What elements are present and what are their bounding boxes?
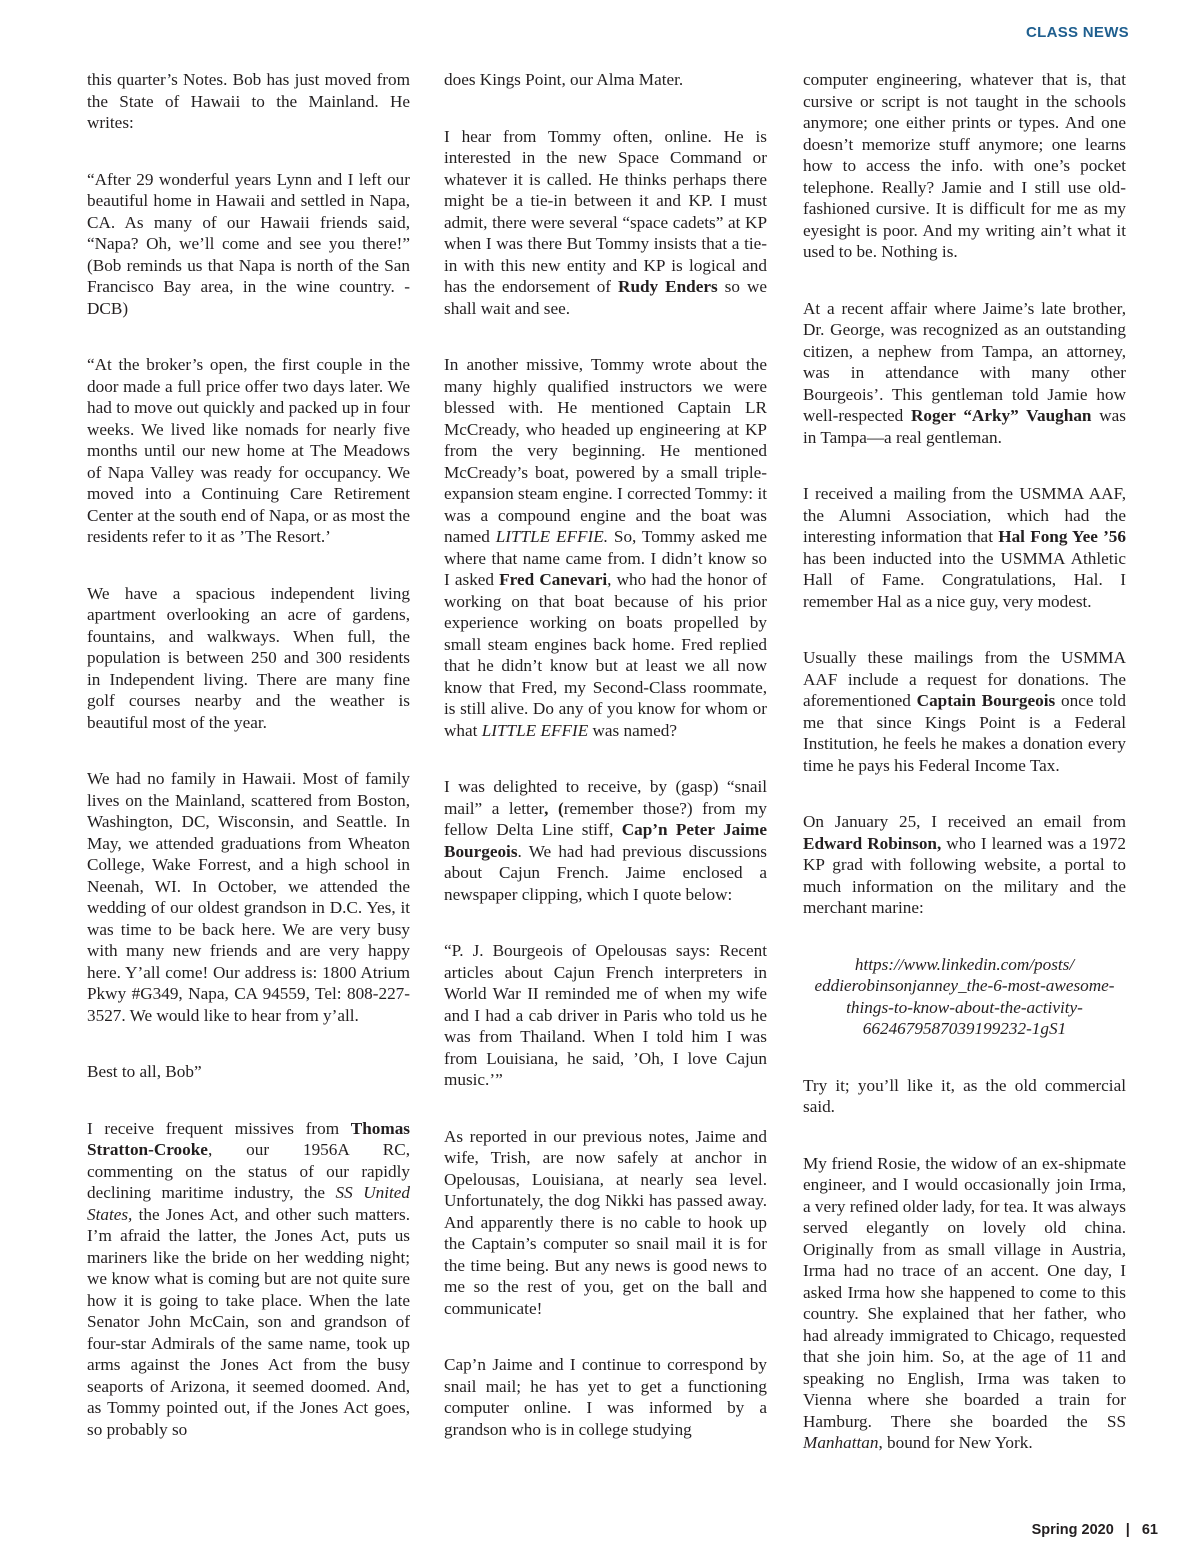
- page-number: 61: [1141, 1522, 1158, 1538]
- footer-separator: |: [1125, 1522, 1130, 1538]
- text-run: computer engineering, whatever that is, that cursive or script is not taught in the schools anymore; one either prints or types. And one doesn’t memorize stuff anymore; one learns how to access the info. with one’s pocket telephone. Really? Jamie and I still use old-fashioned cursive. It is difficult for me as my eyesight is poor. And my writing ain’t what it used to be. Nothing is.: [803, 70, 1126, 261]
- paragraph: [87, 69, 410, 134]
- italic-text: SS United States,: [87, 1183, 410, 1224]
- paragraph: [87, 583, 410, 734]
- bold-name: Fred Canevari: [499, 570, 608, 589]
- paragraph: [444, 354, 767, 741]
- text-run: who I learned was a 1972 KP grad with following website, a portal to much information on the military and the merchant marine:: [803, 833, 1126, 917]
- text-run: once told me that since Kings Point is a Federal Institution, he feels he makes a donation every time he pays his Federal Income Tax.: [803, 691, 1126, 775]
- text-run: was named?: [588, 720, 677, 740]
- bold-name: Roger “Arky” Vaughan: [911, 406, 1092, 425]
- paragraph: [803, 1153, 1126, 1454]
- text-run: So, Tommy asked me where that name came from. I didn’t know so I asked: [444, 527, 767, 589]
- text-run: was in Tampa—a real gentleman.: [803, 406, 1126, 447]
- text-run: I received a mailing from the USMMA AAF, the Alumni Association, which had the interesting information that: [803, 484, 1126, 546]
- bold-name: Hal Fong Yee ’56: [998, 527, 1126, 546]
- text-run: this quarter’s Notes. Bob has just moved from the State of Hawaii to the Mainland. He writes:: [87, 70, 410, 132]
- bold-name: Rudy Enders: [618, 277, 718, 296]
- text-run: I receive frequent missives from: [87, 1118, 351, 1138]
- paragraph: [444, 1354, 767, 1440]
- text-run: At a recent affair where Jaime’s late brother, Dr. George, was recognized as an outstanding citizen, a nephew from Tampa, an attorney, was in attendance with many other Bourgeois’. This gentleman told Jamie how well-respected: [803, 298, 1126, 425]
- italic-text: https://www.linkedin.com/posts/ eddierobinsonjanney_the-6-most-awesome- things-to-know-about-the-activity- 6624679587039199232-1gS1: [814, 954, 1115, 1038]
- text-run: I hear from Tommy often, online. He is interested in the new Space Command or whatever it is called. He thinks perhaps there might be a tie-in between it and KP. I must admit, there were several “space cadets” at KP when I was there But Tommy insists that a tie-in with this new entity and KP is logical and has the endorsement of: [444, 126, 767, 296]
- paragraph: [87, 768, 410, 1026]
- text-run: Usually these mailings from the USMMA AAF include a request for donations. The aforementioned: [803, 648, 1126, 710]
- paragraph: [444, 776, 767, 905]
- text-run: , bound for New York.: [878, 1433, 1033, 1452]
- bold-name: Cap’n Peter Jaime Bourgeois: [444, 820, 767, 861]
- paragraph: [444, 126, 767, 320]
- text-run: Best to all, Bob”: [87, 1062, 202, 1081]
- paragraph: [87, 354, 410, 548]
- text-run: remember those?) from my fellow Delta Line stiff,: [444, 798, 767, 839]
- paragraph: [803, 298, 1126, 449]
- paragraph: [803, 647, 1126, 776]
- text-run: In another missive, Tommy wrote about the many highly qualified instructors we were blessed with. He mentioned Captain LR McCready, who headed up engineering at KP from the very beginning. He mentioned McCready’s boat, powered by a small triple-expansion steam engine. I corrected Tommy: it was a compound engine and the boat was named: [444, 355, 767, 546]
- paragraph: [803, 69, 1126, 263]
- italic-text: LITTLE EFFIE: [481, 720, 589, 740]
- text-run: On January 25, I received an email from: [803, 812, 1126, 831]
- text-run: , who had the honor of working on that boat because of his prior experience working on boats propelled by small steam engines back home. Fred replied that he didn’t know but at least we all now know that Fred, my Second-Class roommate, is still alive. Do any of you know for whom or what: [444, 570, 768, 740]
- text-run: , our 1956A RC, commenting on the status of our rapidly declining maritime industry, the: [87, 1140, 410, 1202]
- paragraph: [87, 1118, 410, 1441]
- text-run: “At the broker’s open, the first couple in the door made a full price offer two days later. We had to move out quickly and packed up in four weeks. We lived like nomads for nearly five months until our new home at The Meadows of Napa Valley was ready for occupancy. We moved into a Continuing Care Retirement Center at the south end of Napa, or as most the residents refer to it as ’The Resort.’: [87, 355, 410, 546]
- bold-name: Captain Bourgeois: [916, 691, 1056, 710]
- bold-name: Edward Robinson,: [803, 833, 942, 853]
- website-url: [803, 954, 1126, 1040]
- issue-label: Spring 2020: [1031, 1522, 1114, 1538]
- paragraph: [803, 483, 1126, 612]
- text-run: “P. J. Bourgeois of Opelousas says: Recent articles about Cajun French interpreters in World War II reminded me of when my wife and I had a cab driver in Paris who told us he was from Thailand. When I told him I was from Louisiana, he said, ’Oh, I love Cajun music.’”: [444, 941, 767, 1089]
- text-run: As reported in our previous notes, Jaime and wife, Trish, are now safely at anchor in Opelousas, Louisiana, at nearly sea level. Unfortunately, the dog Nikki has passed away. And apparently there is no cable to hook up the Captain’s computer so snail mail it is for the time being. But any news is good news to me so the rest of you, get on the ball and communicate!: [444, 1126, 767, 1318]
- italic-text: Manhattan: [803, 1433, 879, 1452]
- bold-name: , (: [544, 798, 564, 818]
- paragraph: [803, 1075, 1126, 1118]
- article-column-2: [444, 69, 767, 1475]
- text-run: the Jones Act, and other such matters. I’m afraid the latter, the Jones Act, puts us mariners like the bride on her wedding night; we know what is coming but are not quite sure how it is going to take place. When the late Senator John McCain, son and grandson of four-star Admirals of the same name, took up arms against the Jones Act from the busy seaports of Arizona, it seemed doomed. And, as Tommy pointed out, if the Jones Act goes, so probably so: [87, 1204, 410, 1439]
- paragraph: [444, 69, 767, 91]
- text-run: Try it; you’ll like it, as the old commercial said.: [803, 1075, 1126, 1116]
- paragraph: [87, 1061, 410, 1083]
- text-run: We had no family in Hawaii. Most of family lives on the Mainland, scattered from Boston, Washington, DC, Wisconsin, and Seattle. In May, we attended graduations from Wheaton College, Wake Forrest, and a high school in Neenah, WI. In October, we attended the wedding of our oldest grandson in D.C. Yes, it was time to be back here. We are very busy with many new friends and are very happy here. Y’all come! Our address is: 1800 Atrium Pkwy #G349, Napa, CA 94559, Tel: 808-227-3527. We would like to hear from y’all.: [87, 769, 410, 1025]
- paragraph: [87, 169, 410, 320]
- article-column-3: [803, 69, 1126, 1489]
- text-run: does Kings Point, our Alma Mater.: [444, 70, 684, 89]
- article-column-1: [87, 69, 410, 1475]
- text-run: so we shall wait and see.: [444, 277, 768, 318]
- text-run: I was delighted to receive, by (gasp) “snail mail” a letter: [444, 777, 767, 818]
- paragraph: [444, 1126, 767, 1320]
- text-run: “After 29 wonderful years Lynn and I left our beautiful home in Hawaii and settled in Napa, CA. As many of our Hawaii friends said, “Napa? Oh, we’ll come and see you there!” (Bob reminds us that Napa is north of the San Francisco Bay area, in the wine country. - DCB): [87, 169, 410, 318]
- paragraph: [803, 811, 1126, 919]
- text-run: My friend Rosie, the widow of an ex-shipmate engineer, and I would occasionally join Irma, a very refined older lady, for tea. It was always served elegantly on lovely old china. Originally from as small village in Austria, Irma had no trace of an accent. One day, I asked Irma how she happened to come to this country. She explained that her father, who had already immigrated to Chicago, requested that she join him. So, at the age of 11 and speaking no English, Irma was taken to Vienna where she boarded a train for Hamburg. There she boarded the SS: [803, 1153, 1126, 1431]
- paragraph: [444, 940, 767, 1091]
- text-run: Cap’n Jaime and I continue to correspond by snail mail; he has yet to get a functioning computer online. I was informed by a grandson who is in college studying: [444, 1355, 767, 1439]
- italic-text: LITTLE EFFIE.: [495, 527, 609, 546]
- text-run: . We had had previous discussions about Cajun French. Jaime enclosed a newspaper clipping, which I quote below:: [444, 841, 767, 904]
- page-footer: [1032, 1522, 1158, 1538]
- text-run: We have a spacious independent living apartment overlooking an acre of gardens, fountains, and walkways. When full, the population is between 250 and 300 residents in Independent living. There are many fine golf courses nearby and the weather is beautiful most of the year.: [87, 583, 410, 732]
- section-label: CLASS NEWS: [1025, 24, 1129, 41]
- text-run: has been inducted into the USMMA Athletic Hall of Fame. Congratulations, Hal. I remember Hal as a nice guy, very modest.: [803, 548, 1126, 611]
- bold-name: Thomas Stratton-Crooke: [87, 1118, 410, 1159]
